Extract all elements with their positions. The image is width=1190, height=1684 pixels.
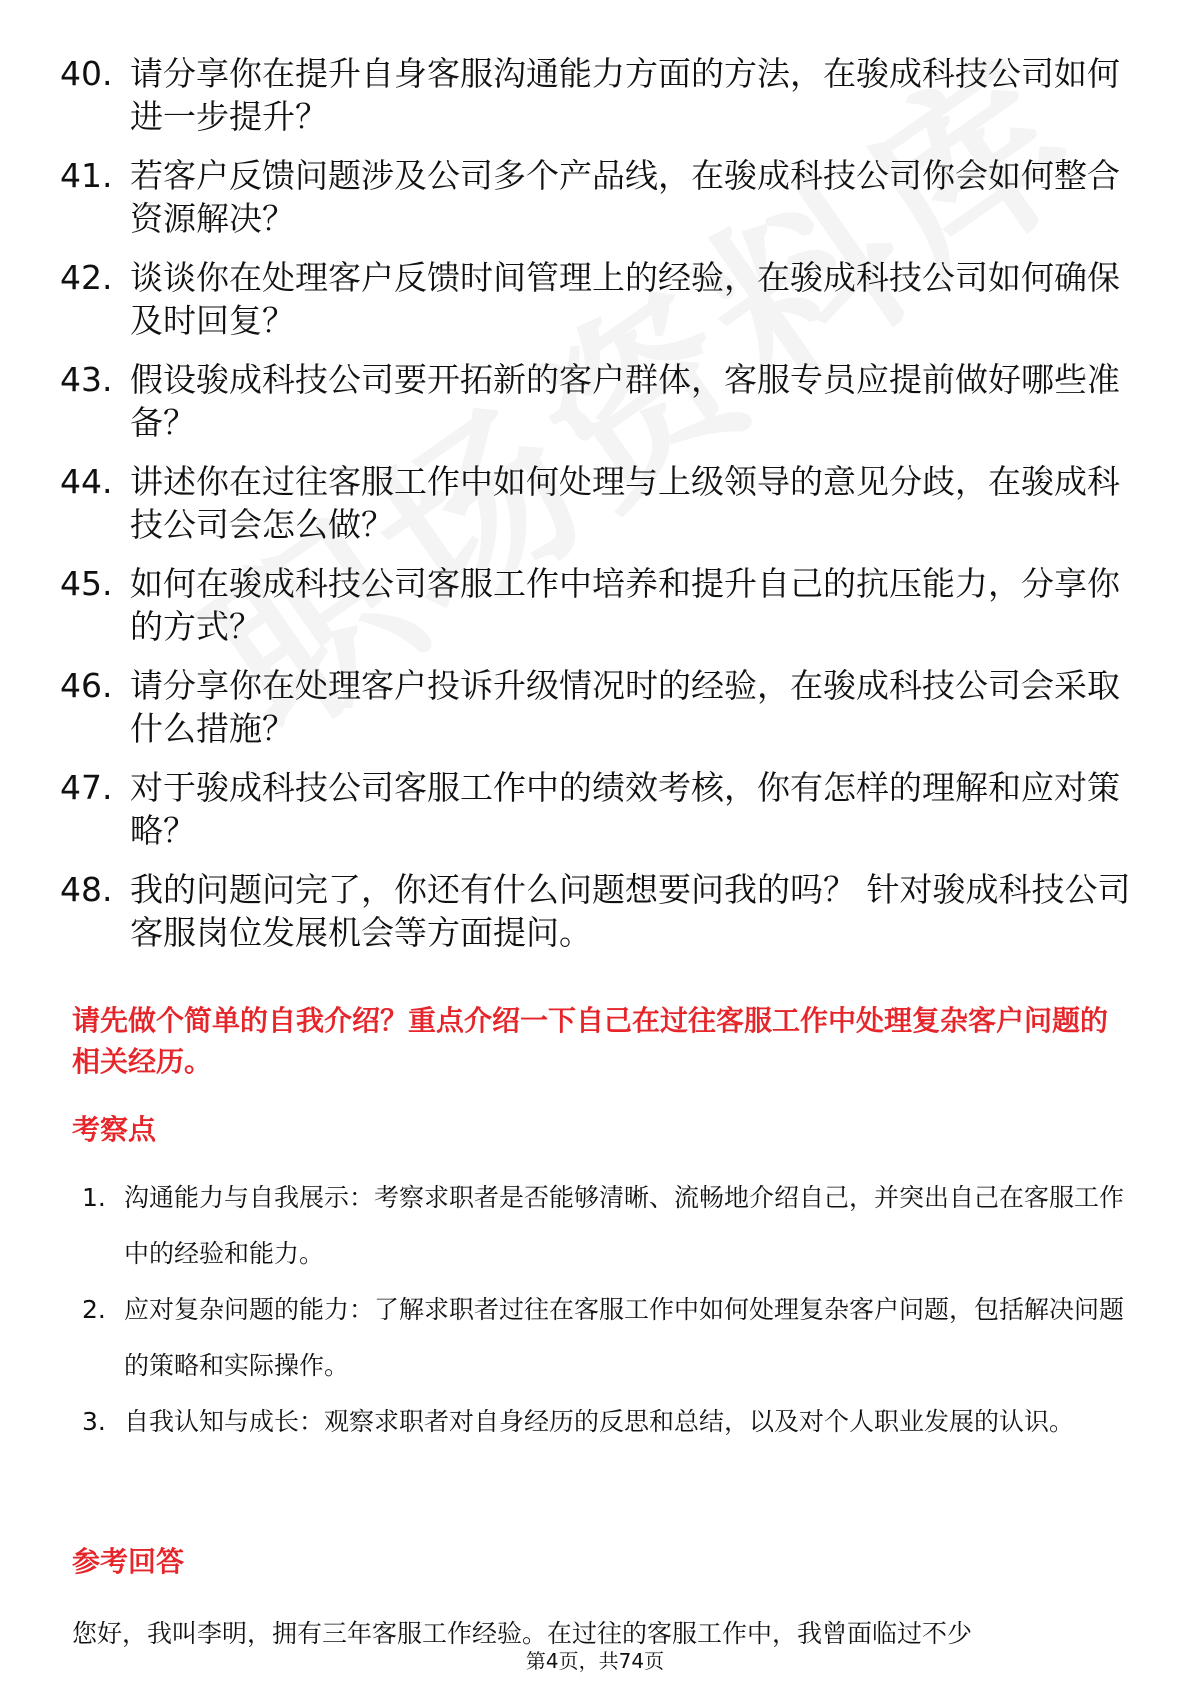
question-number: 44. <box>60 462 113 501</box>
question-text: 若客户反馈问题涉及公司多个产品线，在骏成科技公司你会如何整合资源解决？ <box>130 156 1120 238</box>
point-item <box>82 1170 1132 1282</box>
point-text: 自我认知与成长：观察求职者对自身经历的反思和总结，以及对个人职业发展的认识。 <box>124 1407 1075 1436</box>
question-item <box>60 766 1140 852</box>
answer-text <box>72 1618 1132 1648</box>
question-number: 42. <box>60 258 113 297</box>
question-text: 讲述你在过往客服工作中如何处理与上级领导的意见分歧，在骏成科技公司会怎么做？ <box>130 462 1120 544</box>
question-text: 假设骏成科技公司要开拓新的客户群体，客服专员应提前做好哪些准备？ <box>130 360 1120 442</box>
question-number: 45. <box>60 564 113 603</box>
question-text: 谈谈你在处理客户反馈时间管理上的经验，在骏成科技公司如何确保及时回复？ <box>130 258 1120 340</box>
point-text: 应对复杂问题的能力：了解求职者过往在客服工作中如何处理复杂客户问题，包括解决问题的策略和实际操作。 <box>124 1295 1125 1380</box>
question-number: 40. <box>60 54 113 93</box>
answer-text-line: 您好，我叫李明，拥有三年客服工作经验。在过往的客服工作中，我曾面临过不少 <box>72 1619 973 1648</box>
question-number: 46. <box>60 666 113 705</box>
question-number: 41. <box>60 156 113 195</box>
page-footer <box>0 1645 1190 1674</box>
highlight-question: 请先做个简单的自我介绍？重点介绍一下自己在过往客服工作中处理复杂客户问题的相关经历。 <box>72 1004 1109 1078</box>
question-item <box>60 154 1140 240</box>
question-text: 请分享你在处理客户投诉升级情况时的经验，在骏成科技公司会采取什么措施？ <box>130 666 1120 748</box>
question-text: 请分享你在提升自身客服沟通能力方面的方法，在骏成科技公司如何进一步提升？ <box>130 54 1120 136</box>
question-item <box>60 664 1140 750</box>
question-list <box>60 52 1140 970</box>
point-item <box>82 1394 1132 1450</box>
question-item <box>60 460 1140 546</box>
question-text: 对于骏成科技公司客服工作中的绩效考核，你有怎样的理解和应对策略？ <box>130 768 1120 850</box>
point-number: 2. <box>82 1295 106 1324</box>
section-label-points: 考察点 <box>72 1113 157 1146</box>
question-number: 47. <box>60 768 113 807</box>
points-list <box>82 1170 1132 1450</box>
section-label-answer: 参考回答 <box>72 1545 185 1578</box>
question-item <box>60 52 1140 138</box>
question-item <box>60 358 1140 444</box>
question-item <box>60 868 1140 954</box>
point-text: 沟通能力与自我展示：考察求职者是否能够清晰、流畅地介绍自己，并突出自己在客服工作中的经验和能力。 <box>124 1183 1125 1268</box>
question-item <box>60 562 1140 648</box>
page-number: 第4页，共74页 <box>520 1649 670 1673</box>
question-text: 如何在骏成科技公司客服工作中培养和提升自己的抗压能力，分享你的方式？ <box>130 564 1120 646</box>
question-item <box>60 256 1140 342</box>
point-item <box>82 1282 1132 1394</box>
question-number: 48. <box>60 870 113 909</box>
question-text: 我的问题问完了，你还有什么问题想要问我的吗？ 针对骏成科技公司客服岗位发展机会等方面提问。 <box>130 870 1131 952</box>
point-number: 1. <box>82 1183 106 1212</box>
point-number: 3. <box>82 1407 106 1436</box>
question-number: 43. <box>60 360 113 399</box>
